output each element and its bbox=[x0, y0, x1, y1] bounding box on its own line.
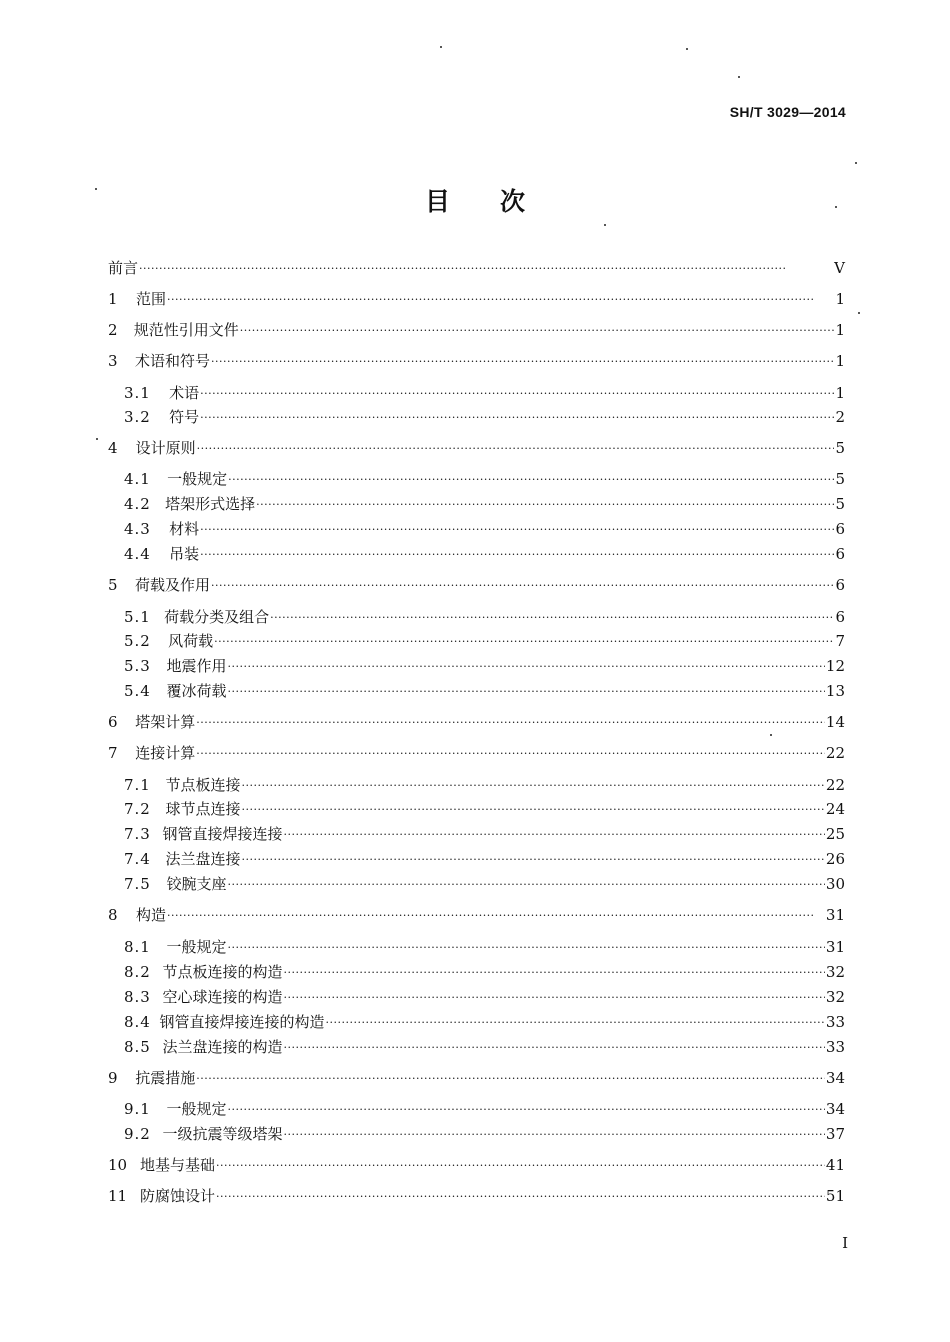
toc-entry-label: 风荷载 bbox=[168, 632, 214, 650]
toc-entry-label: 地基与基础 bbox=[139, 1156, 215, 1174]
toc-entry-number: 1 bbox=[108, 290, 118, 308]
toc-leader-dots bbox=[139, 260, 833, 278]
toc-entry-label: 一般规定 bbox=[167, 470, 228, 488]
toc-entry-number: 7.4 bbox=[124, 850, 151, 868]
toc-entry-page: 5 bbox=[835, 470, 845, 488]
toc-entry-label: 荷载分类及组合 bbox=[164, 608, 270, 626]
toc-leader-dots bbox=[283, 989, 824, 1007]
scan-speck bbox=[770, 734, 772, 736]
toc-leader-dots bbox=[211, 353, 834, 371]
toc-leader-dots bbox=[241, 777, 824, 795]
toc-entry-label: 一般规定 bbox=[166, 938, 227, 956]
toc-entry-label: 荷载及作用 bbox=[134, 576, 210, 594]
toc-leader-dots bbox=[214, 633, 834, 651]
toc-entry-page: 30 bbox=[825, 875, 845, 893]
toc-leader-dots bbox=[216, 1157, 825, 1175]
toc-entry-number: 6 bbox=[108, 713, 118, 731]
toc-entry-number: 3.1 bbox=[124, 384, 151, 402]
toc-entry-label: 一级抗震等级塔架 bbox=[162, 1125, 283, 1143]
toc-entry[interactable] bbox=[108, 870, 845, 894]
toc-leader-dots bbox=[216, 1188, 825, 1206]
toc-entry-page: 1 bbox=[835, 290, 845, 308]
toc-entry[interactable] bbox=[108, 515, 845, 539]
toc-leader-dots bbox=[256, 496, 834, 514]
toc-entry-label: 规范性引用文件 bbox=[133, 321, 239, 339]
toc-entry[interactable] bbox=[108, 1095, 845, 1119]
toc-leader-dots bbox=[197, 440, 835, 458]
toc-entry-label: 钢管直接焊接连接 bbox=[162, 825, 283, 843]
toc-entry-number: 4.2 bbox=[124, 495, 151, 513]
toc-entry-page: 2 bbox=[835, 408, 845, 426]
toc-entry[interactable] bbox=[108, 490, 845, 514]
toc-entry[interactable] bbox=[108, 1008, 845, 1032]
toc-entry-label: 节点板连接的构造 bbox=[162, 963, 283, 981]
toc-entry-label: 法兰盘连接的构造 bbox=[162, 1038, 283, 1056]
toc-entry-label: 防腐蚀设计 bbox=[139, 1187, 215, 1205]
toc-entry-page: 1 bbox=[835, 384, 845, 402]
toc-entry[interactable] bbox=[108, 677, 845, 701]
toc-entry[interactable] bbox=[108, 403, 845, 427]
toc-entry[interactable] bbox=[108, 795, 845, 819]
toc-leader-dots bbox=[200, 385, 834, 403]
toc-leader-dots bbox=[196, 1070, 825, 1088]
toc-entry-page: 33 bbox=[825, 1038, 845, 1056]
toc-entry-label: 塔架形式选择 bbox=[165, 495, 256, 513]
toc-leader-dots bbox=[200, 546, 834, 564]
toc-entry-label: 法兰盘连接 bbox=[165, 850, 241, 868]
toc-entry[interactable] bbox=[108, 652, 845, 676]
toc-entry-page: 1 bbox=[835, 321, 845, 339]
toc-entry-label: 设计原则 bbox=[135, 439, 196, 457]
toc-entry-page: 41 bbox=[825, 1156, 845, 1174]
toc-entry-number: 7.3 bbox=[124, 825, 151, 843]
toc-entry-page: 12 bbox=[825, 657, 845, 675]
toc-leader-dots bbox=[270, 609, 834, 627]
toc-entry-number: 4 bbox=[108, 439, 118, 457]
toc-entry[interactable] bbox=[108, 379, 845, 403]
toc-entry-page: 13 bbox=[825, 682, 845, 700]
toc-leader-dots bbox=[200, 409, 834, 427]
toc-entry[interactable] bbox=[108, 708, 845, 732]
scan-speck bbox=[95, 188, 97, 190]
toc-entry[interactable] bbox=[108, 285, 845, 309]
toc-leader-dots bbox=[167, 291, 834, 309]
toc-entry-page: V bbox=[834, 259, 845, 277]
toc-entry-page: 14 bbox=[825, 713, 845, 731]
toc-leader-dots bbox=[227, 1101, 824, 1119]
toc-entry-page: 33 bbox=[825, 1013, 845, 1031]
toc-leader-dots bbox=[283, 826, 824, 844]
scan-speck bbox=[440, 46, 442, 48]
toc-entry-number: 11 bbox=[108, 1187, 128, 1205]
toc-entry-number: 4.1 bbox=[124, 470, 151, 488]
toc-entry-label: 覆冰荷载 bbox=[166, 682, 227, 700]
toc-entry-number: 7.5 bbox=[124, 875, 151, 893]
toc-entry-page: 6 bbox=[835, 545, 845, 563]
toc-entry-label: 钢管直接焊接连接的构造 bbox=[159, 1013, 325, 1031]
toc-entry-page: 51 bbox=[825, 1187, 845, 1205]
scan-speck bbox=[96, 438, 98, 440]
toc-entry[interactable] bbox=[108, 845, 845, 869]
toc-leader-dots bbox=[211, 577, 834, 595]
toc-entry-label: 术语 bbox=[169, 384, 200, 402]
toc-entry-label: 范围 bbox=[136, 290, 167, 308]
toc-leader-dots bbox=[241, 851, 824, 869]
toc-entry-number: 5.1 bbox=[124, 608, 151, 626]
toc-leader-dots bbox=[227, 683, 824, 701]
toc-entry-number: 9.2 bbox=[124, 1125, 151, 1143]
title-char-1: 目 bbox=[424, 187, 450, 216]
toc-entry-number: 7.1 bbox=[124, 776, 151, 794]
toc-entry[interactable] bbox=[108, 316, 845, 340]
toc-entry-number: 2 bbox=[108, 321, 118, 339]
toc-entry[interactable] bbox=[108, 254, 845, 278]
toc-entry[interactable] bbox=[108, 1033, 845, 1057]
toc-entry-number: 5.3 bbox=[124, 657, 151, 675]
toc-entry-page: 34 bbox=[825, 1100, 845, 1118]
toc-entry-page: 26 bbox=[825, 850, 845, 868]
toc-entry-number: 8.1 bbox=[124, 938, 151, 956]
toc-entry-label: 球节点连接 bbox=[165, 800, 241, 818]
toc-entry[interactable] bbox=[108, 771, 845, 795]
page-title bbox=[0, 182, 950, 218]
toc-entry-page: 25 bbox=[825, 825, 845, 843]
toc-entry[interactable] bbox=[108, 603, 845, 627]
toc-entry-number: 3 bbox=[108, 352, 118, 370]
toc-leader-dots bbox=[227, 876, 824, 894]
scan-speck bbox=[604, 224, 606, 226]
toc-entry-number: 9.1 bbox=[124, 1100, 151, 1118]
toc-entry[interactable] bbox=[108, 1151, 845, 1175]
toc-entry-label: 空心球连接的构造 bbox=[162, 988, 283, 1006]
toc-leader-dots bbox=[283, 1126, 824, 1144]
toc-entry-number: 4.3 bbox=[124, 520, 151, 538]
title-char-2: 次 bbox=[500, 187, 526, 216]
toc-leader-dots bbox=[241, 801, 824, 819]
toc-entry-page: 32 bbox=[825, 988, 845, 1006]
toc-entry-page: 24 bbox=[825, 800, 845, 818]
toc-leader-dots bbox=[227, 658, 824, 676]
toc-leader-dots bbox=[326, 1014, 825, 1032]
toc-entry-label: 术语和符号 bbox=[134, 352, 210, 370]
scan-speck bbox=[855, 162, 857, 164]
toc-entry-label: 地震作用 bbox=[166, 657, 227, 675]
toc-entry[interactable] bbox=[108, 739, 845, 763]
toc-entry[interactable] bbox=[108, 933, 845, 957]
toc-entry[interactable] bbox=[108, 627, 845, 651]
toc-entry[interactable] bbox=[108, 958, 845, 982]
toc-entry-page: 31 bbox=[825, 906, 845, 924]
toc-entry-page: 5 bbox=[835, 439, 845, 457]
toc-entry-number: 5 bbox=[108, 576, 118, 594]
toc-entry-number: 5.2 bbox=[124, 632, 151, 650]
toc-leader-dots bbox=[196, 714, 825, 732]
scan-speck bbox=[686, 48, 688, 50]
toc-entry-number: 7.2 bbox=[124, 800, 151, 818]
standard-code: SH/T 3029—2014 bbox=[729, 104, 846, 120]
toc-entry-page: 5 bbox=[835, 495, 845, 513]
toc-entry-number: 5.4 bbox=[124, 682, 151, 700]
toc-entry-number: 8.2 bbox=[124, 963, 151, 981]
toc-leader-dots bbox=[196, 745, 825, 763]
toc-entry-label: 连接计算 bbox=[135, 744, 196, 762]
toc-entry-page: 32 bbox=[825, 963, 845, 981]
scan-speck bbox=[835, 206, 837, 208]
toc-entry[interactable] bbox=[108, 1064, 845, 1088]
toc-leader-dots bbox=[167, 907, 825, 925]
toc-entry-label: 铰腕支座 bbox=[166, 875, 227, 893]
toc-entry[interactable] bbox=[108, 820, 845, 844]
scan-speck bbox=[738, 76, 740, 78]
toc-entry-label: 吊装 bbox=[169, 545, 200, 563]
toc-entry[interactable] bbox=[108, 540, 845, 564]
toc-entry-number: 10 bbox=[108, 1156, 128, 1174]
toc-entry-label: 一般规定 bbox=[166, 1100, 227, 1118]
toc-entry-page: 6 bbox=[835, 576, 845, 594]
toc-entry-label: 塔架计算 bbox=[135, 713, 196, 731]
toc-entry[interactable] bbox=[108, 1182, 845, 1206]
toc-leader-dots bbox=[240, 322, 835, 340]
toc-entry-number: 3.2 bbox=[124, 408, 151, 426]
toc-entry-label: 抗震措施 bbox=[135, 1069, 196, 1087]
toc-entry-page: 22 bbox=[825, 744, 845, 762]
toc-leader-dots bbox=[227, 939, 824, 957]
toc-entry[interactable] bbox=[108, 1120, 845, 1144]
toc-leader-dots bbox=[283, 964, 824, 982]
toc-entry-label: 构造 bbox=[136, 906, 167, 924]
toc-entry-number: 8 bbox=[108, 906, 118, 924]
toc-entry[interactable] bbox=[108, 571, 845, 595]
toc-entry-label: 节点板连接 bbox=[165, 776, 241, 794]
toc-entry-page: 1 bbox=[835, 352, 845, 370]
toc-leader-dots bbox=[228, 471, 834, 489]
toc-entry[interactable] bbox=[108, 983, 845, 1007]
toc-entry-number: 8.3 bbox=[124, 988, 151, 1006]
toc-entry-number: 7 bbox=[108, 744, 118, 762]
toc-entry-page: 6 bbox=[835, 608, 845, 626]
toc-entry-number: 4.4 bbox=[124, 545, 151, 563]
toc-leader-dots bbox=[283, 1039, 824, 1057]
toc-entry-page: 37 bbox=[825, 1125, 845, 1143]
toc-entry-label: 材料 bbox=[169, 520, 200, 538]
toc-entry-number: 8.5 bbox=[124, 1038, 151, 1056]
toc-entry-label: 符号 bbox=[169, 408, 200, 426]
toc-leader-dots bbox=[200, 521, 834, 539]
toc-entry[interactable] bbox=[108, 347, 845, 371]
toc-entry-number: 8.4 bbox=[124, 1013, 151, 1031]
toc-entry-number: 9 bbox=[108, 1069, 118, 1087]
toc-entry-page: 22 bbox=[825, 776, 845, 794]
toc-entry-page: 6 bbox=[835, 520, 845, 538]
toc-entry[interactable] bbox=[108, 465, 845, 489]
toc-entry-page: 7 bbox=[835, 632, 845, 650]
toc-entry[interactable] bbox=[108, 901, 845, 925]
toc-entry[interactable] bbox=[108, 434, 845, 458]
toc-entry-label: 前言 bbox=[108, 259, 139, 277]
toc-entry-page: 34 bbox=[825, 1069, 845, 1087]
toc-entry-page: 31 bbox=[825, 938, 845, 956]
page-number: I bbox=[842, 1234, 848, 1252]
scan-speck bbox=[858, 312, 860, 314]
